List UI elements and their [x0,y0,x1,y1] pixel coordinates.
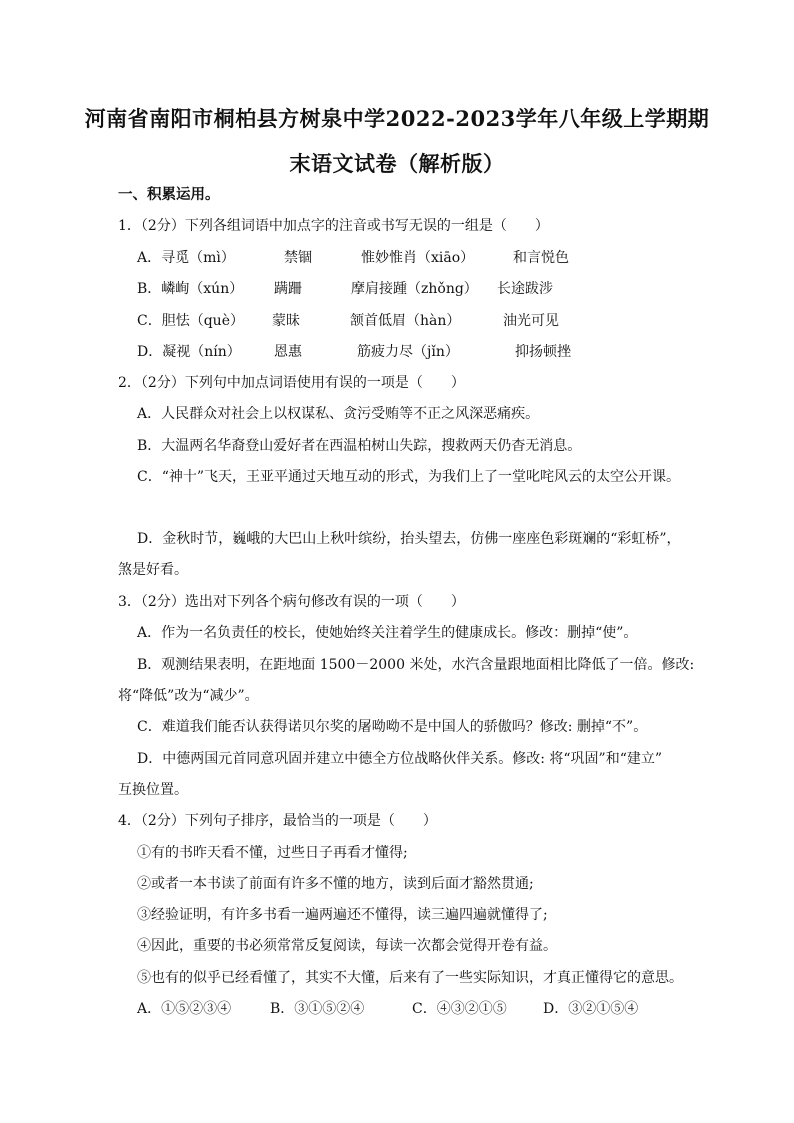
q4-option-b: B．③①⑤②④ [270,1001,365,1017]
question-4-sentence-2: ②或者一本书读了前面有许多不懂的地方，读到后面才豁然贯通; [137,876,534,892]
question-3-option-d-cont: 互换位置。 [118,782,188,798]
q4-option-d: D．③②①⑤④ [543,1001,639,1017]
title-line-1: 河南省南阳市桐柏县方树泉中学2022-2023学年八年级上学期期 [84,106,710,131]
q1-option-d-col3: 筋疲力尽（jǐn） [357,344,459,360]
q1-option-d-col4: 抑扬顿挫 [515,344,571,360]
q1-option-d-col2: 恩惠 [274,344,302,360]
q1-option-b-col2: 蹒跚 [274,281,302,297]
question-3-option-b-cont: 将“降低”改为“减少”。 [118,688,259,704]
question-2-option-a: A．人民群众对社会上以权谋私、贪污受贿等不正之风深恶痛疾。 [137,406,540,422]
title-line-2: 末语文试卷（解析版） [289,151,505,176]
question-3-option-b: B．观测结果表明，在距地面 1500－2000 米处，水汽含量跟地面相比降低了一倍。修改: [137,657,695,673]
question-4-sentence-3: ③经验证明，有许多书看一遍两遍还不懂得，读三遍四遍就懂得了; [137,907,548,923]
question-3-stem: 3．（2分）选出对下列各个病句修改有误的一项（ ） [118,594,465,610]
question-2-option-b: B．大温两名华裔登山爱好者在西温柏树山失踪，搜救两天仍杳无消息。 [137,438,582,454]
question-4-sentence-1: ①有的书昨天看不懂，过些日子再看才懂得; [137,845,408,861]
q1-option-a-col4: 和言悦色 [513,250,569,266]
question-4-stem: 4．（2分）下列句子排序，最恰当的一项是（ ） [118,813,437,829]
question-4-sentence-5: ⑤也有的似乎已经看懂了，其实不大懂，后来有了一些实际知识，才真正懂得它的意思。 [137,970,683,986]
question-2-option-c: C．“神十”飞天，王亚平通过天地互动的形式，为我们上了一堂叱咤风云的太空公开课。 [137,469,681,485]
q4-option-a: A．①⑤②③④ [137,1001,232,1017]
q1-option-b-col3: 摩肩接踵（zhǒng） [351,281,478,297]
q1-option-b-col1: B．嶙峋（xún） [137,281,244,297]
question-3-option-d: D．中德两国元首同意巩固并建立中德全方位战略伙伴关系。修改: 将“巩固”和“建立” [137,751,663,767]
q1-option-c-col4: 油光可见 [503,313,559,329]
question-1-stem: 1．（2分）下列各组词语中加点字的注音或书写无误的一组是（ ） [118,218,549,234]
q1-option-c-col2: 蒙昧 [272,313,300,329]
q1-option-c-col1: C．胆怯（què） [137,313,244,329]
q1-option-a-col3: 惟妙惟肖（xiāo） [361,250,475,266]
q1-option-a-col1: A．寻觅（mì） [137,250,235,266]
question-2-option-d: D．金秋时节，巍峨的大巴山上秋叶缤纷，抬头望去，仿佛一座座色彩斑斓的“彩虹桥”， [137,531,681,547]
question-2-stem: 2．（2分）下列句中加点词语使用有误的一项是（ ） [118,375,465,391]
question-3-option-a: A．作为一名负责任的校长，使她始终关注着学生的健康成长。修改：删掉“使”。 [137,625,638,641]
q1-option-a-col2: 禁锢 [284,250,312,266]
question-4-sentence-4: ④因此，重要的书必须常常反复阅读，每读一次都会觉得开卷有益。 [137,938,557,954]
q4-option-c: C．④③②①⑤ [412,1001,507,1017]
q1-option-d-col1: D．凝视（nín） [137,344,241,360]
question-2-option-d-cont: 煞是好看。 [118,562,188,578]
section-heading: 一、积累运用。 [118,186,220,203]
q1-option-c-col3: 颔首低眉（hàn） [350,313,461,329]
q1-option-b-col4: 长途跋涉 [497,281,553,297]
question-3-option-c: C．难道我们能否认获得诺贝尔奖的屠呦呦不是中国人的骄傲吗？修改: 删掉“不”。 [137,719,648,735]
